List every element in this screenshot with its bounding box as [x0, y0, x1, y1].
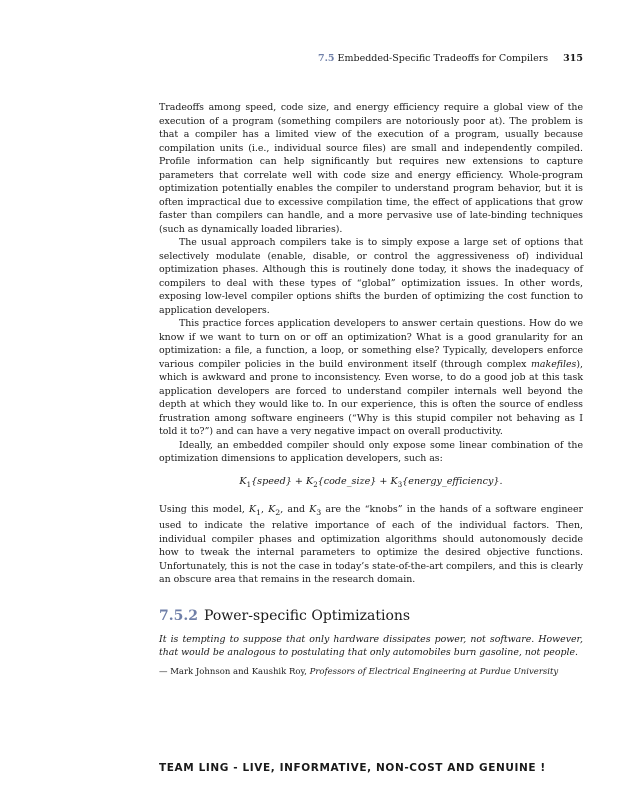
paragraph-4: Ideally, an embedded compiler should only expose some linear combination of the optimization dimensions to application developers, such as: [159, 439, 583, 464]
footer-watermark: TEAM LING - LIVE, INFORMATIVE, NON-COST AND GENUINE ! [159, 762, 546, 774]
epigraph-attribution [159, 666, 583, 680]
subsection-heading [159, 607, 583, 625]
paragraph-3-text-a: This practice forces application developers to answer certain questions. How do we know if we want to turn on or off an optimization? What is a good granularity for an optimization: a file, a function, a loop, or something else? Typically, developers enforce various compiler policies in the build environment itself (through complex [159, 318, 583, 370]
running-header [318, 53, 583, 64]
body-text [159, 101, 583, 679]
subsection-number: 7.5.2 [159, 607, 198, 624]
subsection-title: Power-specific Optimizations [203, 607, 411, 624]
header-section-title: Embedded-Specific Tradeoffs for Compilers [337, 53, 549, 64]
header-section-number: 7.5 [317, 53, 335, 64]
paragraph-3 [159, 317, 583, 439]
epigraph-author: — Mark Johnson and Kaushik Roy, [159, 666, 310, 677]
objective-formula: $K_1\{speed\}$ + $K_2\{code\_size\}$ + $K_3\{energy\_efficiency\}$. [239, 475, 503, 489]
paragraph-2: The usual approach compilers take is to simply expose a large set of options that selectively modulate (enable, disable, or control the aggressiveness of) individual optimization phases. Although this is routinely done today, it shows the inadequacy of compilers to deal with these types of “global” optimization issues. In other words, exposing low-level compiler options shifts the burden of optimizing the cost function to application developers. [159, 237, 583, 316]
page-number: 315 [563, 53, 583, 64]
paragraph-5: Using this model, $K_1$, $K_2$, and $K_3$ are the “knobs” in the hands of a software engineer used to indicate the relative importance of each of the individual factors. Then, individual compiler phases and optimization algorithms should autonomously decide how to tweak the internal parameters to optimize the desired objective functions. Unfortunately, this is not the case in today’s state-of-the-art compilers, and this is clearly an obscure area that remains in the research domain. [159, 503, 583, 586]
epigraph-affiliation: Professors of Electrical Engineering at Purdue University [309, 666, 559, 677]
paragraph-1: Tradeoffs among speed, code size, and energy efficiency require a global view of the execution of a program (something compilers are notoriously poor at). The problem is that a compiler has a limited view of the execution of a program, usually because compilation units (i.e., individual source files) are small and independently compiled. Profile information can help significantly but requires new extensions to capture parameters that correlate well with code size and energy efficiency. Whole-program optimization potentially enables the compiler to understand program behavior, but it is often impractical due to excessive compilation time, the effect of applications that grow faster than compilers can handle, and a more pervasive use of late-binding techniques (such as dynamically loaded libraries). [159, 102, 583, 235]
epigraph-quote: It is tempting to suppose that only hardware dissipates power, not software. However, that would be analogous to postulating that only automobiles burn gasoline, not people. [159, 633, 583, 659]
paragraph-3-makefiles: makefiles [531, 358, 577, 370]
paragraph-3-text-b: ), which is awkward and prone to inconsistency. Even worse, to do a good job at this task application developers are forced to understand compiler internals well beyond the depth at which they would like to. In our experience, this is often the source of endless frustration among software engineers (“Why is this stupid compiler not behaving as I told it to?”) and can have a very negative impact on overall productivity. [159, 358, 583, 437]
